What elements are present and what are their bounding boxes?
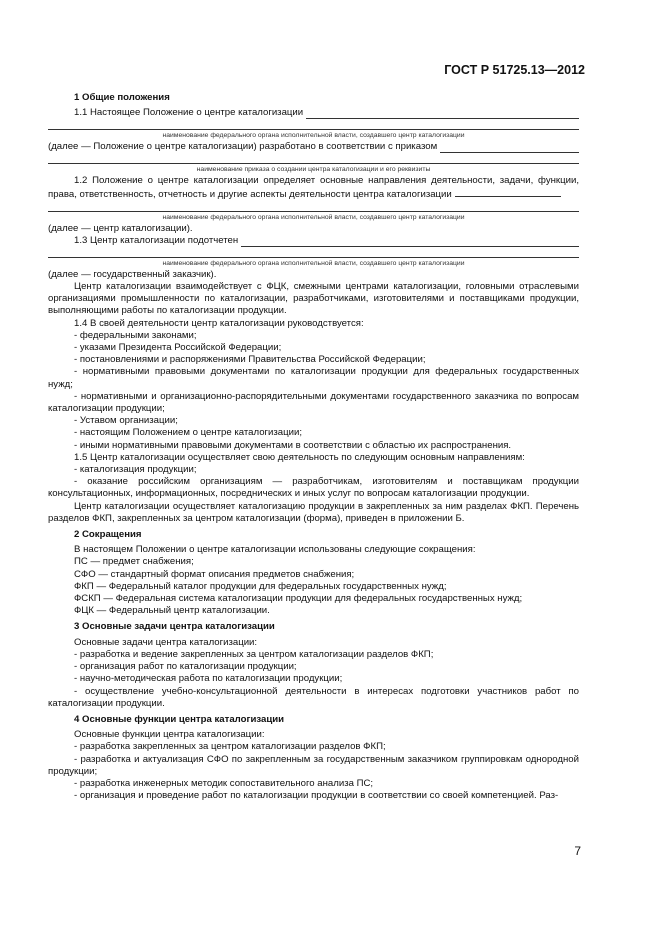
para-1-4: 1.4 В своей деятельности центр каталогизации руководствуется:	[74, 317, 364, 329]
para-1-3	[48, 235, 579, 247]
para-1-2	[48, 175, 579, 201]
section-2-title: 2 Сокращения	[74, 529, 142, 541]
hint-organ: наименование федерального органа исполнительной власти, создавшего центр каталогизации	[162, 132, 465, 140]
section-2-intro: В настоящем Положении о центре каталогизации использованы следующие сокращения:	[74, 544, 476, 556]
list-item: - оказание российским организациям — разработчикам, изготовителям и поставщикам продукции консультационных, информационных, посреднических и иных услуг по вопросам каталогизации продукции.	[48, 476, 579, 500]
list-item: - указами Президента Российской Федерации;	[74, 342, 282, 354]
list-item: - осуществление учебно-консультационной деятельности в интересах подготовки участников работ по каталогизации продукции.	[48, 685, 579, 709]
para-interaction: Центр каталогизации взаимодействует с ФЦК, смежными центрами каталогизации, головными отраслевыми организациями промышленности по каталогизации, разработчиками, изготовителями и поставщиками продукции, выполняющими работы по каталогизации продукции.	[48, 281, 579, 317]
list-item: - нормативными правовыми документами по каталогизации продукции для федеральных государственных нужд;	[48, 366, 579, 390]
list-item: - научно-методическая работа по каталогизации продукции;	[74, 673, 343, 685]
list-item: - каталогизация продукции;	[74, 464, 197, 476]
para-1-1-text: 1.1 Настоящее Положение о центре каталогизации	[74, 107, 304, 119]
blank-line	[48, 119, 579, 130]
section-4-intro: Основные функции центра каталогизации:	[74, 729, 265, 741]
list-item: ФСКП — Федеральная система каталогизации продукции для федеральных государственных нужд;	[74, 593, 523, 605]
list-item: - разработка инженерных методик сопоставительного анализа ПС;	[74, 777, 374, 789]
list-item: - настоящим Положением о центре каталогизации;	[74, 427, 303, 439]
page-content	[48, 92, 579, 802]
list-item: - иными нормативными правовыми документами в соответствии с областью их распространения.	[74, 439, 512, 451]
list-item: - организация и проведение работ по каталогизации продукции в соответствии со своей компетенцией. Раз-	[74, 790, 559, 802]
blank-line	[440, 142, 579, 153]
para-1-3-text: 1.3 Центр каталогизации подотчетен	[74, 235, 239, 246]
list-item: - организация работ по каталогизации продукции;	[74, 661, 297, 673]
section-4-title: 4 Основные функции центра каталогизации	[74, 713, 285, 725]
hint-organ-3: наименование федерального органа исполнительной власти, создавшего центр каталогизации	[162, 260, 465, 268]
blank-line	[306, 108, 579, 119]
list-item: - разработка закрепленных за центром каталогизации разделов ФКП;	[74, 741, 386, 753]
para-1-1-cont	[48, 141, 579, 153]
para-1-2-text: 1.2 Положение о центре каталогизации определяет основные направления деятельности, задачи, функции, права, ответственность, отчетность и другие аспекты деятельности центра каталогизации	[48, 174, 579, 200]
list-item: ПС — предмет снабжения;	[74, 556, 194, 568]
list-item: СФО — стандартный формат описания предметов снабжения;	[74, 568, 355, 580]
section-1-title: 1 Общие положения	[74, 92, 170, 103]
page-number: 7	[574, 844, 581, 858]
hint-organ-2: наименование федерального органа исполнительной власти, создавшего центр каталогизации	[162, 214, 465, 222]
list-item: - разработка и ведение закрепленных за центром каталогизации разделов ФКП;	[74, 648, 434, 660]
para-1-1-cont-text: (далее — Положение о центре каталогизации) разработано в соответствии с приказом	[48, 141, 438, 152]
list-item: - постановлениями и распоряжениями Правительства Российской Федерации;	[74, 354, 426, 366]
list-item: ФЦК — Федеральный центр каталогизации.	[74, 605, 270, 617]
section-3-intro: Основные задачи центра каталогизации:	[74, 636, 258, 648]
blank-line	[241, 236, 579, 247]
blank-line	[48, 201, 579, 212]
para-1-2-cont: (далее — центр каталогизации).	[48, 222, 193, 234]
section-3-title: 3 Основные задачи центра каталогизации	[74, 621, 275, 633]
para-1-5: 1.5 Центр каталогизации осуществляет свою деятельность по следующим основным направлениям:	[74, 451, 525, 463]
hint-order: наименование приказа о создании центра каталогизации и его реквизиты	[196, 166, 431, 174]
list-item: - федеральными законами;	[74, 329, 197, 341]
blank-line	[455, 187, 561, 197]
para-1-1	[48, 107, 579, 119]
document-header: ГОСТ Р 51725.13—2012	[444, 63, 585, 77]
list-item: - нормативными и организационно-распорядительными документами государственного заказчика по вопросам каталогизации продукции;	[48, 390, 579, 415]
list-item: - разработка и актуализация СФО по закрепленным за государственным заказчиком группировкам однородной продукции;	[48, 753, 579, 777]
para-1-3-cont: (далее — государственный заказчик).	[48, 268, 217, 280]
blank-line	[48, 153, 579, 164]
blank-line	[48, 247, 579, 258]
list-item: - Уставом организации;	[74, 415, 178, 427]
list-item: ФКП — Федеральный каталог продукции для федеральных государственных нужд;	[74, 580, 447, 592]
para-sections: Центр каталогизации осуществляет каталогизацию продукции в закрепленных за ним разделах ФКП. Перечень разделов ФКП, закрепленных за центром каталогизации (форма), приведен в приложении Б.	[48, 500, 579, 524]
